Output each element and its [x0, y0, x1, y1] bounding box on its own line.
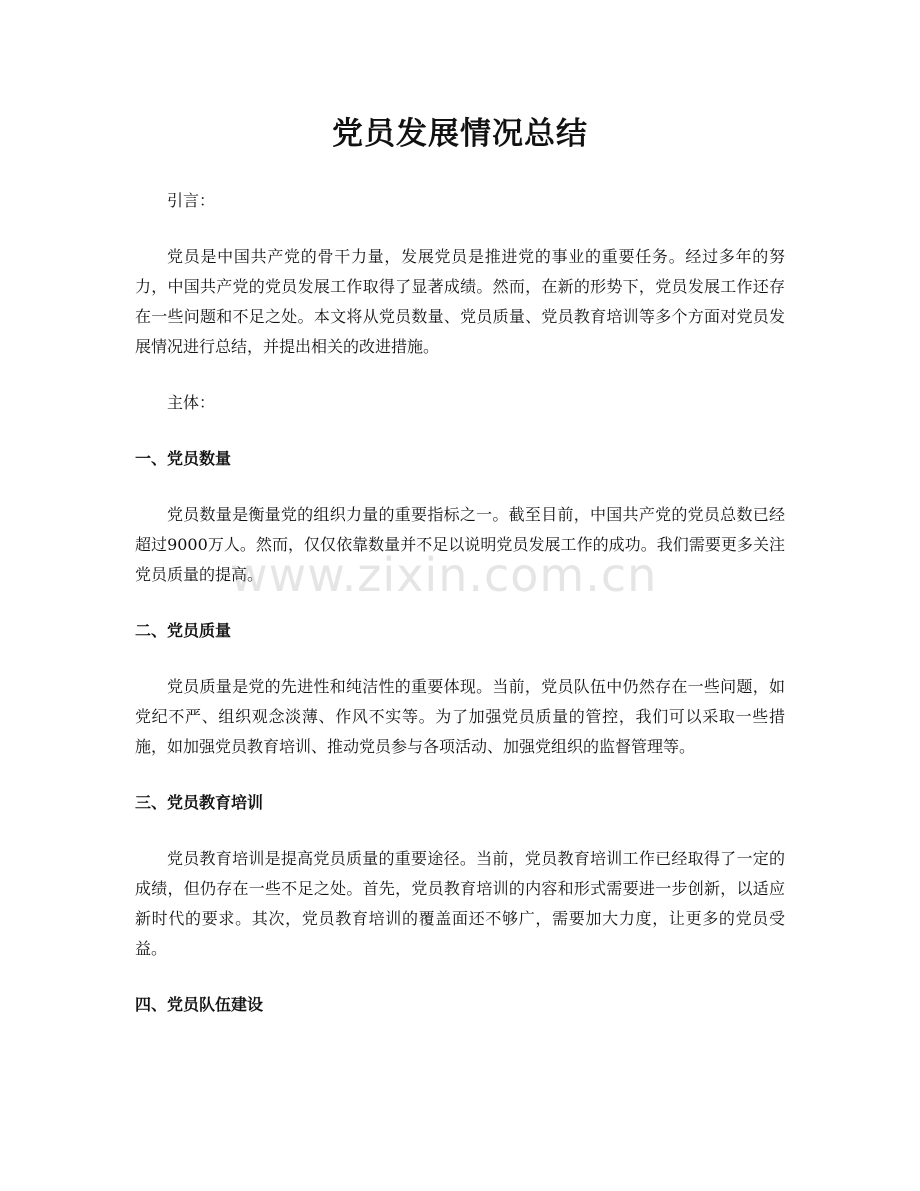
section-heading-quantity: 一、党员数量 — [135, 449, 232, 468]
section-paragraph-quality: 党员质量是党的先进性和纯洁性的重要体现。当前，党员队伍中仍然存在一些问题，如党纪不严、组织观念淡薄、作风不实等。为了加强党员质量的管控，我们可以采取一些措施，如加强党员教育培训、推动党员参与各项活动、加强党组织的监督管理等。 — [135, 677, 785, 756]
body-label: 主体： — [167, 393, 216, 412]
section-paragraph-quantity: 党员数量是衡量党的组织力量的重要指标之一。截至目前，中国共产党的党员总数已经超过9000万人。然而，仅仅依靠数量并不足以说明党员发展工作的成功。我们需要更多关注党员质量的提高。 — [135, 505, 785, 584]
document-title: 党员发展情况总结 — [332, 116, 588, 152]
document-body — [135, 186, 785, 1046]
section-paragraph-training: 党员教育培训是提高党员质量的重要途径。当前，党员教育培训工作已经取得了一定的成绩，但仍存在一些不足之处。首先，党员教育培训的内容和形式需要进一步创新，以适应新时代的要求。其次，党员教育培训的覆盖面还不够广，需要加大力度，让更多的党员受益。 — [135, 849, 785, 958]
intro-label: 引言： — [167, 191, 216, 210]
section-heading-team-building: 四、党员队伍建设 — [135, 995, 264, 1014]
intro-paragraph: 党员是中国共产党的骨干力量，发展党员是推进党的事业的重要任务。经过多年的努力，中国共产党的党员发展工作取得了显著成绩。然而，在新的形势下，党员发展工作还存在一些问题和不足之处。本文将从党员数量、党员质量、党员教育培训等多个方面对党员发展情况进行总结，并提出相关的改进措施。 — [135, 247, 785, 356]
watermark-text: www.zixin.com.cn — [230, 548, 658, 602]
section-heading-quality: 二、党员质量 — [135, 621, 232, 640]
section-heading-training: 三、党员教育培训 — [135, 793, 264, 812]
